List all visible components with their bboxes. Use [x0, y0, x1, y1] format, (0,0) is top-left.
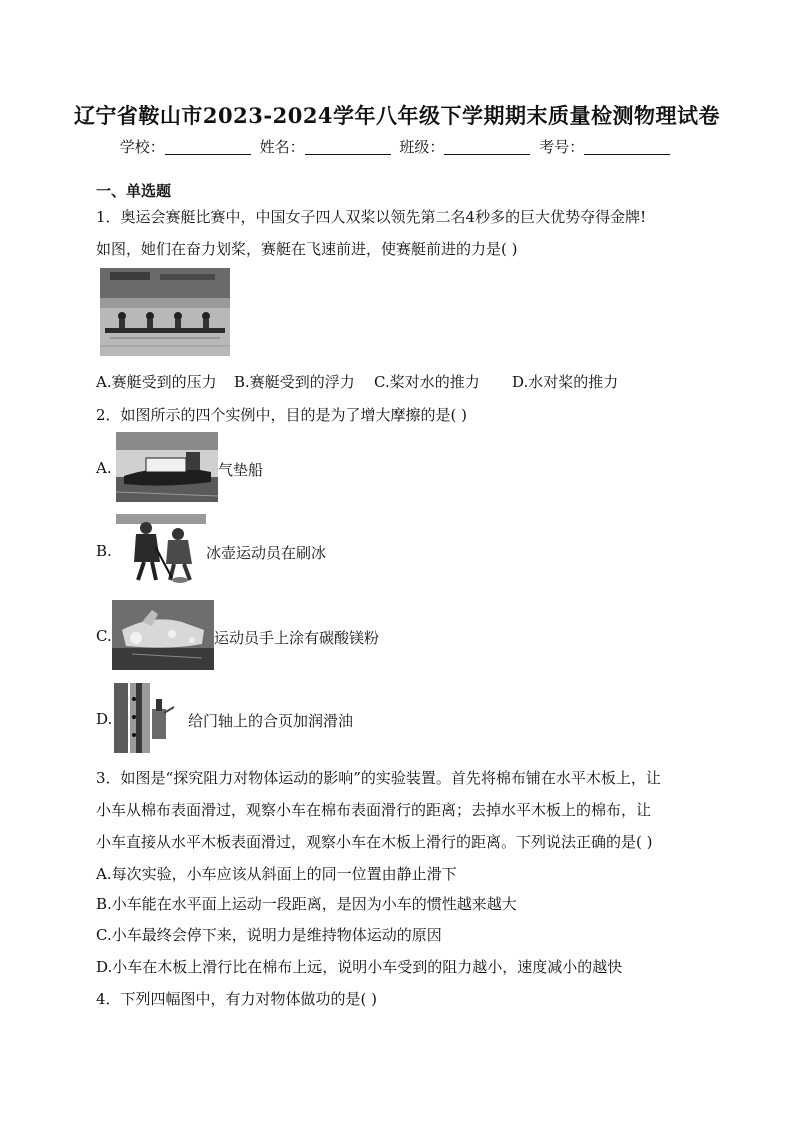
school-label: 学校： — [119, 138, 165, 156]
q1-line1: 1．奥运会赛艇比赛中，中国女子四人双桨以领先第二名4秒多的巨大优势夺得金牌! — [96, 208, 647, 226]
curling-photo — [116, 514, 206, 586]
q2-option-c-text[interactable]: 运动员手上涂有碳酸镁粉 — [214, 629, 380, 647]
q1-options — [96, 371, 618, 392]
class-blank — [444, 140, 530, 155]
exam-number-blank — [584, 140, 670, 155]
q1-option-d[interactable]: D.水对桨的推力 — [512, 373, 619, 391]
exam-number-label: 考号： — [539, 138, 585, 156]
q1-line2: 如图，她们在奋力划桨，赛艇在飞速前进，使赛艇前进的力是( ) — [96, 240, 518, 258]
q3-option-c[interactable]: C.小车最终会停下来，说明力是维持物体运动的原因 — [96, 926, 442, 944]
q3-option-a[interactable]: A.每次实验，小车应该从斜面上的同一位置由静止滑下 — [96, 865, 457, 883]
q4-stem: 4．下列四幅图中，有力对物体做功的是( ) — [96, 990, 378, 1008]
q2-option-d-text[interactable]: 给门轴上的合页加润滑油 — [188, 712, 354, 730]
q2-option-b-letter[interactable]: B. — [96, 542, 112, 560]
q2-option-a-text[interactable]: 气垫船 — [218, 461, 264, 479]
section-title: 一、单选题 — [96, 182, 172, 200]
q1-option-a[interactable]: A.赛艇受到的压力 — [96, 373, 217, 391]
q3-option-b[interactable]: B.小车能在水平面上运动一段距离，是因为小车的惯性越来越大 — [96, 895, 517, 913]
student-info-row — [0, 136, 794, 157]
q2-option-d-letter[interactable]: D. — [96, 710, 113, 728]
class-label: 班级： — [399, 138, 445, 156]
magnesium-powder-photo — [112, 600, 214, 670]
q2-stem: 2．如图所示的四个实例中，目的是为了增大摩擦的是( ) — [96, 406, 468, 424]
q3-line3: 小车直接从水平木板表面滑过，观察小车在木板上滑行的距离。下列说法正确的是( ) — [96, 833, 653, 851]
q2-option-a-letter[interactable]: A. — [96, 459, 112, 477]
q1-option-b[interactable]: B.赛艇受到的浮力 — [234, 373, 355, 391]
door-hinge-photo — [114, 683, 180, 753]
name-label: 姓名： — [259, 138, 305, 156]
hovercraft-photo — [116, 432, 218, 502]
q3-option-d[interactable]: D.小车在木板上滑行比在棉布上远，说明小车受到的阻力越小，速度减小的越快 — [96, 958, 623, 976]
q2-option-b-text[interactable]: 冰壶运动员在刷冰 — [206, 544, 327, 562]
q2-option-c-letter[interactable]: C. — [96, 627, 112, 645]
rowing-photo — [100, 268, 230, 356]
page-title: 辽宁省鞍山市2023-2024学年八年级下学期期末质量检测物理试卷 — [73, 103, 721, 128]
q1-option-c[interactable]: C.桨对水的推力 — [374, 373, 480, 391]
q3-line2: 小车从棉布表面滑过，观察小车在棉布表面滑行的距离；去掉水平木板上的棉布，让 — [96, 801, 652, 819]
name-blank — [305, 140, 391, 155]
q3-line1: 3．如图是“探究阻力对物体运动的影响”的实验装置。首先将棉布铺在水平木板上，让 — [96, 769, 661, 787]
school-blank — [165, 140, 251, 155]
